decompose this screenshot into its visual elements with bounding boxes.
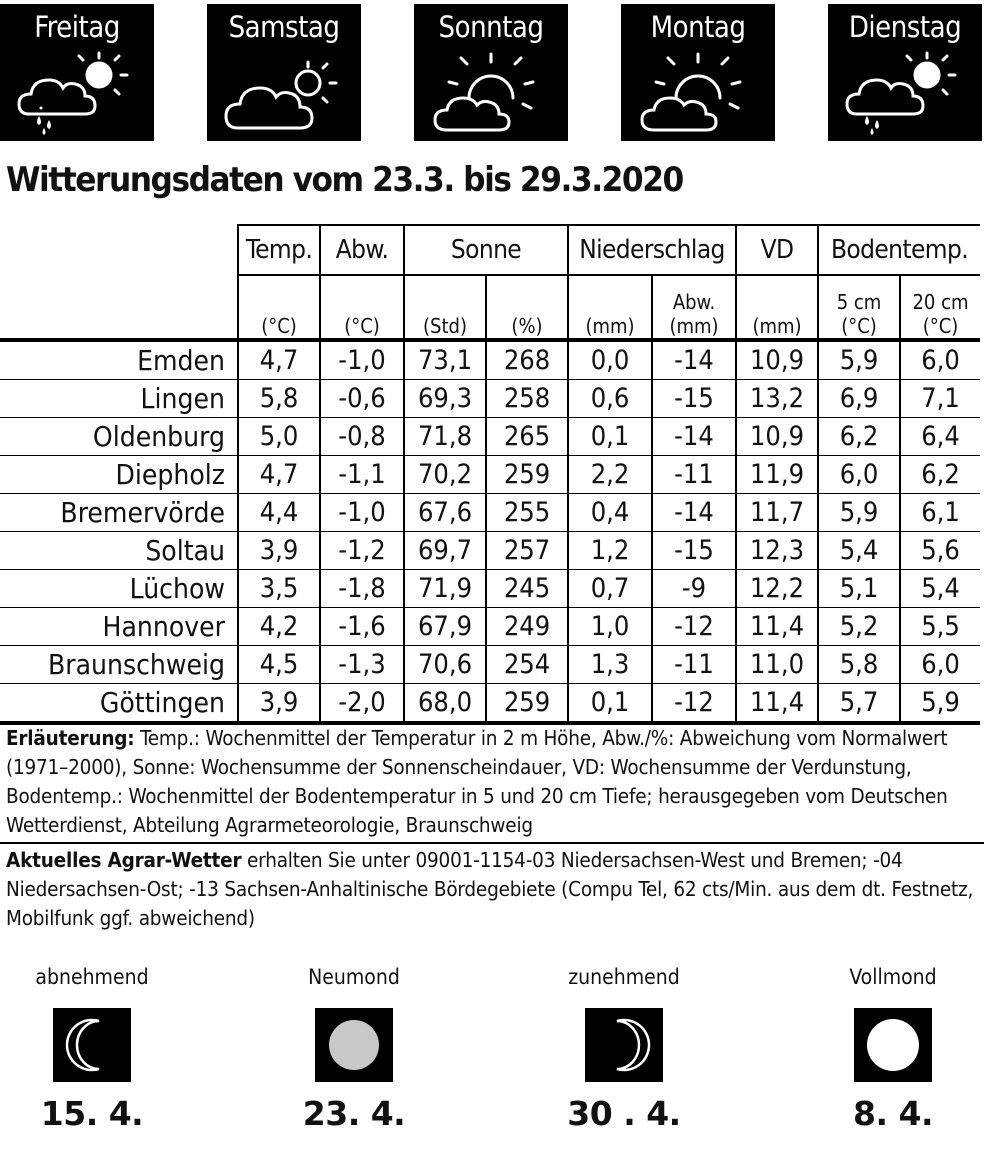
agrar-label: Aktuelles Agrar-Wetter <box>6 848 242 872</box>
sun-cloud-icon <box>222 48 346 138</box>
table-cell: -14 <box>652 418 736 456</box>
table-cell: 4,2 <box>238 608 320 646</box>
explanation-note <box>6 724 976 840</box>
waning-crescent-icon <box>53 1008 131 1082</box>
unit-cell: 5 cm (°C) <box>818 275 900 340</box>
table-cell: 4,7 <box>238 340 320 380</box>
page-title: Witterungsdaten vom 23.3. bis 29.3.2020 <box>6 160 683 200</box>
table-cell: 10,9 <box>736 418 818 456</box>
table-cell: 67,9 <box>404 608 486 646</box>
table-row <box>0 380 980 418</box>
table-cell: -1,3 <box>320 646 404 684</box>
day-name: Montag <box>650 10 746 44</box>
table-cell: 1,3 <box>568 646 652 684</box>
table-cell: 6,2 <box>900 456 980 494</box>
table-cell: -14 <box>652 494 736 532</box>
table-cell: 4,7 <box>238 456 320 494</box>
table-cell: 6,0 <box>900 340 980 380</box>
table-cell: -12 <box>652 684 736 724</box>
moon-label: abnehmend <box>35 965 149 989</box>
moon-date: 23. 4. <box>302 1094 406 1133</box>
moon-phase-full <box>793 962 984 1133</box>
table-cell: -9 <box>652 570 736 608</box>
table-cell: 11,9 <box>736 456 818 494</box>
moon-phase-waning <box>0 962 192 1133</box>
table-cell: 5,4 <box>900 570 980 608</box>
table-cell: -11 <box>652 456 736 494</box>
table-row <box>0 646 980 684</box>
table-cell: -1,0 <box>320 340 404 380</box>
table-cell: 6,2 <box>818 418 900 456</box>
table-cell: 6,4 <box>900 418 980 456</box>
station-name: Lingen <box>0 380 238 418</box>
table-cell: 5,7 <box>818 684 900 724</box>
moon-phase-new <box>254 962 454 1133</box>
table-cell: 5,9 <box>818 340 900 380</box>
table-cell: -1,0 <box>320 494 404 532</box>
table-cell: -1,2 <box>320 532 404 570</box>
table-cell: 13,2 <box>736 380 818 418</box>
table-row <box>0 456 980 494</box>
unit-cell: (°C) <box>320 275 404 340</box>
table-cell: 0,0 <box>568 340 652 380</box>
table-row <box>0 608 980 646</box>
table-cell: 5,8 <box>818 646 900 684</box>
table-cell: 2,2 <box>568 456 652 494</box>
day-name: Samstag <box>228 10 340 44</box>
table-cell: 10,9 <box>736 340 818 380</box>
table-cell: 5,9 <box>818 494 900 532</box>
unit-cell: (%) <box>486 275 568 340</box>
table-cell: -15 <box>652 380 736 418</box>
waxing-crescent-icon <box>585 1008 663 1082</box>
table-cell: 1,2 <box>568 532 652 570</box>
table-cell: -0,8 <box>320 418 404 456</box>
sun-behind-cloud-icon <box>636 48 760 138</box>
table-cell: 3,9 <box>238 684 320 724</box>
unit-cell: 20 cm (°C) <box>900 275 980 340</box>
unit-cell: (mm) <box>568 275 652 340</box>
full-moon-icon <box>854 1008 932 1082</box>
table-cell: 5,6 <box>900 532 980 570</box>
table-cell: -1,8 <box>320 570 404 608</box>
unit-cell: (Std) <box>404 275 486 340</box>
table-cell: -14 <box>652 340 736 380</box>
unit-cell: (mm) <box>736 275 818 340</box>
forecast-day-saturday <box>207 4 361 141</box>
table-cell: 1,0 <box>568 608 652 646</box>
agrar-text: erhalten Sie unter 09001-1154-03 Niedersachsen-West und Bremen; -04 Niedersachsen-Ost; -13 Sachsen-Anhaltinische Bördegebiete (Compu Tel, 62 cts/Min. aus dem dt. Festnetz, Mobilfunk ggf. abweichend) <box>6 848 974 930</box>
forecast-day-sunday <box>414 4 568 141</box>
station-name: Hannover <box>0 608 238 646</box>
moon-date: 15. 4. <box>40 1094 144 1133</box>
table-cell: 71,8 <box>404 418 486 456</box>
table-cell: 12,2 <box>736 570 818 608</box>
table-cell: 259 <box>486 456 568 494</box>
table-cell: 69,3 <box>404 380 486 418</box>
table-cell: 3,9 <box>238 532 320 570</box>
table-cell: 4,5 <box>238 646 320 684</box>
new-moon-icon <box>315 1008 393 1082</box>
table-cell: 69,7 <box>404 532 486 570</box>
table-cell: 0,1 <box>568 684 652 724</box>
table-cell: -2,0 <box>320 684 404 724</box>
table-cell: 0,1 <box>568 418 652 456</box>
agrar-note <box>6 846 976 933</box>
table-cell: 6,0 <box>818 456 900 494</box>
table-cell: 0,6 <box>568 380 652 418</box>
table-cell: 73,1 <box>404 340 486 380</box>
table-cell: 67,6 <box>404 494 486 532</box>
station-name: Bremervörde <box>0 494 238 532</box>
moon-date: 30 . 4. <box>567 1094 681 1133</box>
moon-label: Neumond <box>308 965 400 989</box>
table-cell: 268 <box>486 340 568 380</box>
table-cell: 245 <box>486 570 568 608</box>
table-cell: 6,1 <box>900 494 980 532</box>
sun-cloud-rain-icon <box>15 48 139 138</box>
unit-cell: Abw. (mm) <box>652 275 736 340</box>
table-cell: 3,5 <box>238 570 320 608</box>
table-cell: 5,1 <box>818 570 900 608</box>
divider <box>0 842 984 844</box>
station-name: Soltau <box>0 532 238 570</box>
table-cell: 4,4 <box>238 494 320 532</box>
table-row <box>0 570 980 608</box>
table-cell: 11,7 <box>736 494 818 532</box>
sun-behind-cloud-icon <box>429 48 553 138</box>
table-cell: 265 <box>486 418 568 456</box>
sun-cloud-rain-icon <box>843 48 967 138</box>
table-row <box>0 418 980 456</box>
table-cell: 6,9 <box>818 380 900 418</box>
table-cell: 11,4 <box>736 608 818 646</box>
station-name: Braunschweig <box>0 646 238 684</box>
table-cell: 68,0 <box>404 684 486 724</box>
table-cell: 5,8 <box>238 380 320 418</box>
table-cell: 0,7 <box>568 570 652 608</box>
station-name: Emden <box>0 340 238 380</box>
table-cell: 257 <box>486 532 568 570</box>
station-name: Oldenburg <box>0 418 238 456</box>
moon-label: zunehmend <box>568 965 680 989</box>
table-cell: 5,9 <box>900 684 980 724</box>
table-cell: 258 <box>486 380 568 418</box>
station-name: Diepholz <box>0 456 238 494</box>
header-abw: Abw. <box>320 225 404 275</box>
table-cell: -0,6 <box>320 380 404 418</box>
moon-label: Vollmond <box>849 965 937 989</box>
station-name: Lüchow <box>0 570 238 608</box>
explanation-text: Temp.: Wochenmittel der Temperatur in 2 m Höhe, Abw./%: Abweichung vom Normalwert (1971–2000), Sonne: Wochensumme der Sonnenscheindauer, VD: Wochensumme der Verdunstung, Bodentemp.: Wochenmittel der Bodentemperatur in 5 und 20 cm Tiefe; herausgegeben vom Deutschen Wetterdienst, Abteilung Agrarmeteorologie, Braunschweig <box>6 726 948 837</box>
table-cell: 11,0 <box>736 646 818 684</box>
table-cell: -11 <box>652 646 736 684</box>
table-row <box>0 532 980 570</box>
forecast-day-friday <box>0 4 154 141</box>
table-cell: 70,2 <box>404 456 486 494</box>
table-cell: -15 <box>652 532 736 570</box>
header-bodentemp: Bodentemp. <box>818 225 980 275</box>
weather-data-table <box>0 224 980 725</box>
table-cell: -12 <box>652 608 736 646</box>
table-cell: 6,0 <box>900 646 980 684</box>
table-cell: 0,4 <box>568 494 652 532</box>
table-cell: 71,9 <box>404 570 486 608</box>
day-name: Freitag <box>34 10 120 44</box>
moon-date: 8. 4. <box>853 1094 933 1133</box>
station-name: Göttingen <box>0 684 238 724</box>
header-vd: VD <box>736 225 818 275</box>
forecast-day-tuesday <box>828 4 982 141</box>
forecast-strip <box>0 4 984 142</box>
table-cell: 5,0 <box>238 418 320 456</box>
table-cell: -1,6 <box>320 608 404 646</box>
forecast-day-monday <box>621 4 775 141</box>
table-cell: -1,1 <box>320 456 404 494</box>
table-cell: 255 <box>486 494 568 532</box>
header-sonne: Sonne <box>404 225 568 275</box>
table-cell: 11,4 <box>736 684 818 724</box>
header-niederschlag: Niederschlag <box>568 225 736 275</box>
day-name: Sonntag <box>438 10 544 44</box>
table-row <box>0 340 980 380</box>
table-cell: 259 <box>486 684 568 724</box>
table-body <box>0 340 980 723</box>
header-temp: Temp. <box>238 225 320 275</box>
table-cell: 254 <box>486 646 568 684</box>
table-cell: 5,2 <box>818 608 900 646</box>
explanation-label: Erläuterung: <box>6 726 135 750</box>
table-row <box>0 684 980 724</box>
table-cell: 5,5 <box>900 608 980 646</box>
day-name: Dienstag <box>848 10 962 44</box>
table-cell: 12,3 <box>736 532 818 570</box>
table-cell: 249 <box>486 608 568 646</box>
unit-cell: (°C) <box>238 275 320 340</box>
table-cell: 7,1 <box>900 380 980 418</box>
table-row <box>0 494 980 532</box>
table-cell: 70,6 <box>404 646 486 684</box>
moon-phase-waxing <box>524 962 724 1133</box>
table-cell: 5,4 <box>818 532 900 570</box>
